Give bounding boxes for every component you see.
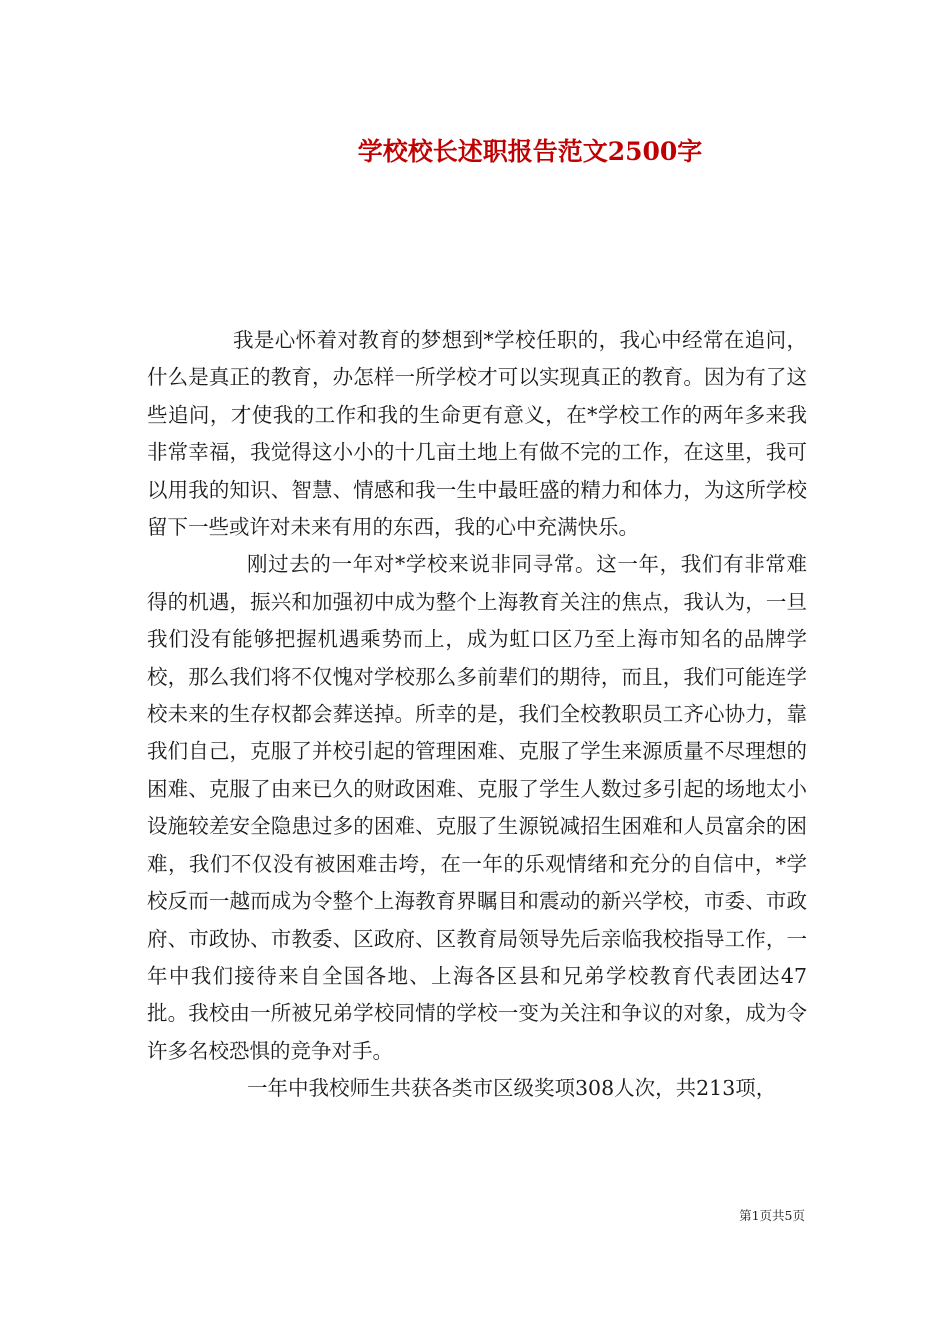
document-title: 学校校长述职报告范文2500字	[357, 137, 703, 166]
paragraph: 我是心怀着对教育的梦想到*学校任职的，我心中经常在追问，什么是真正的教育，办怎样一所学校才可以实现真正的教育。因为有了这些追问，才使我的工作和我的生命更有意义，在*学校工作的两年多来我非常幸福，我觉得这小小的十几亩土地上有做不完的工作，在这里，我可以用我的知识、智慧、情感和我一生中最旺盛的精力和体力，为这所学校留下一些或许对未来有用的东西，我的心中充满快乐。	[147, 328, 807, 540]
document-body	[147, 322, 807, 1108]
paragraph: 一年中我校师生共获各类市区级奖项308人次，共213项，	[247, 1076, 777, 1101]
page-number-footer: 第1页共5页	[739, 1208, 805, 1223]
paragraph: 刚过去的一年对*学校来说非同寻常。这一年，我们有非常难得的机遇，振兴和加强初中成为整个上海教育关注的焦点，我认为，一旦我们没有能够把握机遇乘势而上，成为虹口区乃至上海市知名的品牌学校，那么我们将不仅愧对学校那么多前辈们的期待，而且，我们可能连学校未来的生存权都会葬送掉。所幸的是，我们全校教职员工齐心协力，靠我们自己，克服了并校引起的管理困难、克服了学生来源质量不尽理想的困难、克服了由来已久的财政困难、克服了学生人数过多引起的场地太小设施较差安全隐患过多的困难、克服了生源锐减招生困难和人员富余的困难，我们不仅没有被困难击垮，在一年的乐观情绪和充分的自信中，*学校反而一越而成为令整个上海教育界瞩目和震动的新兴学校，市委、市政府、市政协、市教委、区政府、区教育局领导先后亲临我校指导工作，一年中我们接待来自全国各地、上海各区县和兄弟学校教育代表团达47批。我校由一所被兄弟学校同情的学校一变为关注和争议的对象，成为令许多名校恐惧的竞争对手。	[147, 552, 807, 1063]
